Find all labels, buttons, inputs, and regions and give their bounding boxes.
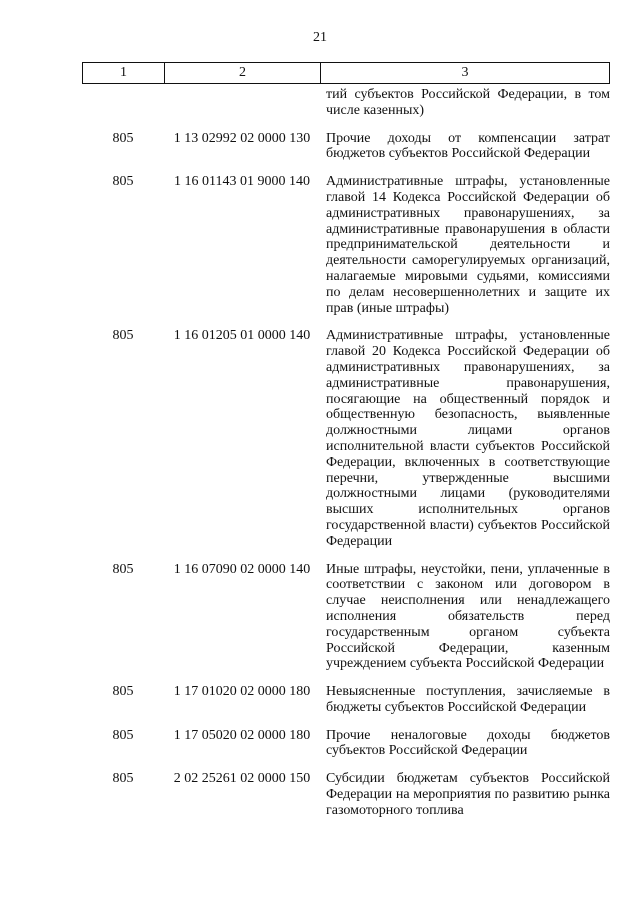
description-cell: Субсидии бюджетам субъектов Российской Федерации на мероприятия по развитию рынка газомоторного топлива [326, 771, 610, 818]
table-row [82, 728, 610, 760]
admin-code-cell: 805 [112, 130, 134, 146]
column-header-3: 3 [461, 65, 469, 80]
admin-code-cell: 805 [112, 174, 134, 190]
table-row [82, 771, 610, 818]
revenue-code-cell: 2 02 25261 02 0000 150 [173, 771, 311, 787]
column-header-2: 2 [165, 63, 321, 83]
page-number: 21 [313, 30, 327, 45]
admin-code-cell: 805 [112, 561, 134, 577]
admin-code-cell: 805 [112, 771, 134, 787]
description-cell: Иные штрафы, неустойки, пени, уплаченные в соответствии с законом или договором в случае неисполнения или ненадлежащего исполнения обязательств перед государственным органом субъекта Российской Федерации, казенным учреждением субъекта Российской Федерации [326, 561, 610, 672]
description-cell: Невыясненные поступления, зачисляемые в бюджеты субъектов Российской Федерации [326, 684, 610, 715]
description-cell: Прочие неналоговые доходы бюджетов субъектов Российской Федерации [326, 727, 610, 759]
table-row [82, 131, 610, 163]
description-cell: Административные штрафы, установленные главой 14 Кодекса Российской Федерации об административных правонарушениях, за административные правонарушения в области предпринимательской деятельности и деятельности саморегулируемых организаций, налагаемые мировыми судьями, комиссиями по делам несовершеннолетних и защите их прав (иные штрафы) [326, 174, 610, 316]
table-row [82, 562, 610, 673]
table-row [82, 684, 610, 716]
table-body [82, 87, 610, 819]
admin-code-cell: 805 [112, 328, 134, 344]
admin-code-cell: 805 [112, 727, 134, 743]
description-cell: Административные штрафы, установленные главой 20 Кодекса Российской Федерации об административных правонарушениях, за административные правонарушения, посягающие на общественный порядок и общественную безопасность, выявленные должностными лицами органов исполнительной власти субъектов Российской Федерации, включенных в соответствующие перечни, утвержденные высшими должностными лицами (руководителями высших исполнительных органов государственной власти) субъектов Российской Федерации [326, 328, 610, 549]
table-row [82, 174, 610, 316]
column-header-1: 1 [83, 63, 165, 83]
revenue-code-cell: 1 16 07090 02 0000 140 [173, 561, 311, 577]
revenue-code-cell: 1 17 05020 02 0000 180 [173, 727, 311, 743]
revenue-code-cell: 1 13 02992 02 0000 130 [173, 130, 311, 146]
description-cell: тий субъектов Российской Федерации, в том числе казенных) [326, 87, 610, 118]
table-header [82, 62, 610, 84]
description-cell: Прочие доходы от компенсации затрат бюджетов субъектов Российской Федерации [326, 130, 610, 162]
revenue-code-cell: 1 17 01020 02 0000 180 [173, 684, 311, 700]
revenue-code-cell: 1 16 01143 01 9000 140 [174, 174, 310, 190]
admin-code-cell: 805 [112, 684, 134, 700]
admin-code-cell [82, 87, 164, 119]
revenue-code-cell [164, 87, 320, 119]
table-row [82, 328, 610, 549]
revenue-code-cell: 1 16 01205 01 0000 140 [173, 328, 311, 344]
table-row [82, 87, 610, 119]
